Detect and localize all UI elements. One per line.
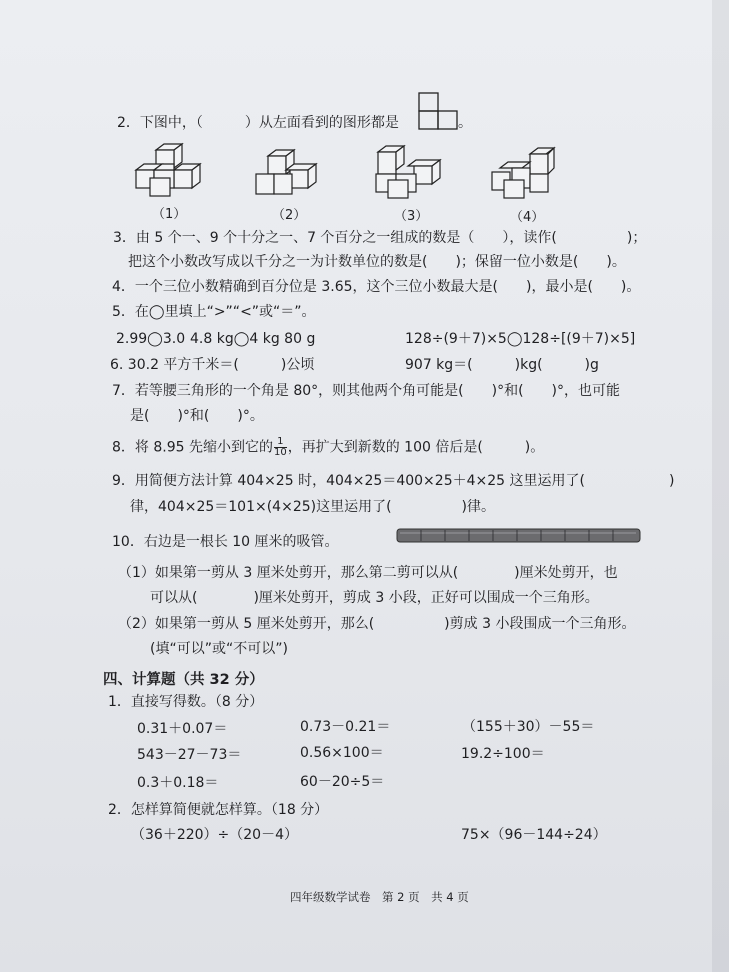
- q4-text: 4．一个三位小数精确到百分位是 3.65，这个三位小数最大是( )，最小是( )。: [112, 279, 641, 295]
- cube-figure-2-icon: [254, 146, 324, 198]
- figure-label-1: （1）: [152, 207, 187, 222]
- page-footer: 四年级数学试卷 第 2 页 共 4 页: [290, 890, 469, 904]
- left-view-shape-icon: [418, 92, 462, 130]
- q6-item-a: 6. 30.2 平方千米＝( )公顷: [110, 357, 315, 373]
- q8-suffix: ，再扩大到新数的 100 倍后是( )。: [287, 439, 545, 456]
- q10-intro: 10．右边是一根长 10 厘米的吸管。: [112, 534, 339, 550]
- calc2-item-b: 75×（96－144÷24）: [461, 827, 607, 843]
- q7-line1: 7．若等腰三角形的一个角是 80°，则其他两个角可能是( )°和( )°，也可能: [112, 383, 621, 399]
- q5-intro: 5．在◯里填上“>”“<”或“＝”。: [112, 304, 316, 320]
- page-edge-shadow: [712, 0, 729, 972]
- calc-item: 0.56×100＝: [300, 745, 384, 761]
- calc-item: 543－27－73＝: [137, 747, 242, 763]
- q6-item-b: 907 kg＝( )kg( )g: [405, 357, 599, 373]
- calc-item: （155＋30）－55＝: [462, 719, 595, 735]
- calc-item: 19.2÷100＝: [461, 746, 545, 762]
- section-4-sub2: 2．怎样算简便就怎样算。（18 分）: [108, 802, 329, 818]
- q8-line: [112, 437, 544, 458]
- q10-part1-line1: （1）如果第一剪从 3 厘米处剪开，那么第二剪可以从( )厘米处剪开，也: [118, 565, 618, 581]
- figure-label-2: （2）: [272, 208, 307, 223]
- q2-end: 。: [458, 115, 472, 131]
- q7-line2: 是( )°和( )°。: [130, 408, 264, 424]
- q8-prefix: 8．将 8.95 先缩小到它的: [112, 439, 273, 456]
- q2-line: [117, 114, 399, 132]
- calc-item: 60－20÷5＝: [300, 774, 385, 790]
- q8-fraction-num: 1: [274, 437, 287, 448]
- calc2-item-a: （36＋220）÷（20－4）: [131, 827, 298, 843]
- calc-item: 0.3＋0.18＝: [137, 775, 219, 791]
- cube-figure-3-icon: [374, 144, 444, 200]
- q2-prefix: 2．下图中，（: [117, 115, 203, 131]
- q8-fraction: [274, 437, 287, 458]
- q9-line1: 9．用简便方法计算 404×25 时，404×25＝400×25＋4×25 这里运用了( ): [112, 473, 675, 489]
- q5-item-c: 128÷(9＋7)×5◯128÷[(9＋7)×5]: [405, 331, 636, 347]
- figure-label-4: （4）: [510, 210, 545, 225]
- q3-line1: 3．由 5 个一、9 个十分之一、7 个百分之一组成的数是（ ），读作( )；: [113, 230, 647, 246]
- calc-item: 0.73－0.21＝: [300, 719, 391, 735]
- calc-item: 0.31＋0.07＝: [137, 721, 228, 737]
- q10-part1-line2: 可以从( )厘米处剪开，剪成 3 小段，正好可以围成一个三角形。: [150, 590, 599, 606]
- q10-part2-line1: （2）如果第一剪从 5 厘米处剪开，那么( )剪成 3 小段围成一个三角形。: [118, 616, 636, 632]
- cube-figure-1-icon: [134, 142, 204, 198]
- q3-line2: 把这个小数改写成以千分之一为计数单位的数是( )；保留一位小数是( )。: [128, 254, 626, 270]
- section-4-sub1: 1．直接写得数。（8 分）: [108, 694, 264, 710]
- q8-fraction-den: 10: [273, 447, 287, 458]
- q9-line2: 律，404×25＝101×(4×25)这里运用了( )律。: [130, 499, 496, 515]
- q2-suffix: ）从左面看到的图形都是: [244, 115, 399, 131]
- q10-part2-line2: (填“可以”或“不可以”): [150, 641, 288, 657]
- section-4-title: 四、计算题（共 32 分）: [103, 672, 264, 688]
- q5-item-a: 2.99◯3.0: [116, 331, 186, 347]
- cube-figure-4-icon: [490, 146, 560, 200]
- q5-item-b: 4.8 kg◯4 kg 80 g: [190, 331, 316, 347]
- straw-ruler-icon: [396, 526, 642, 546]
- figure-label-3: （3）: [394, 209, 429, 224]
